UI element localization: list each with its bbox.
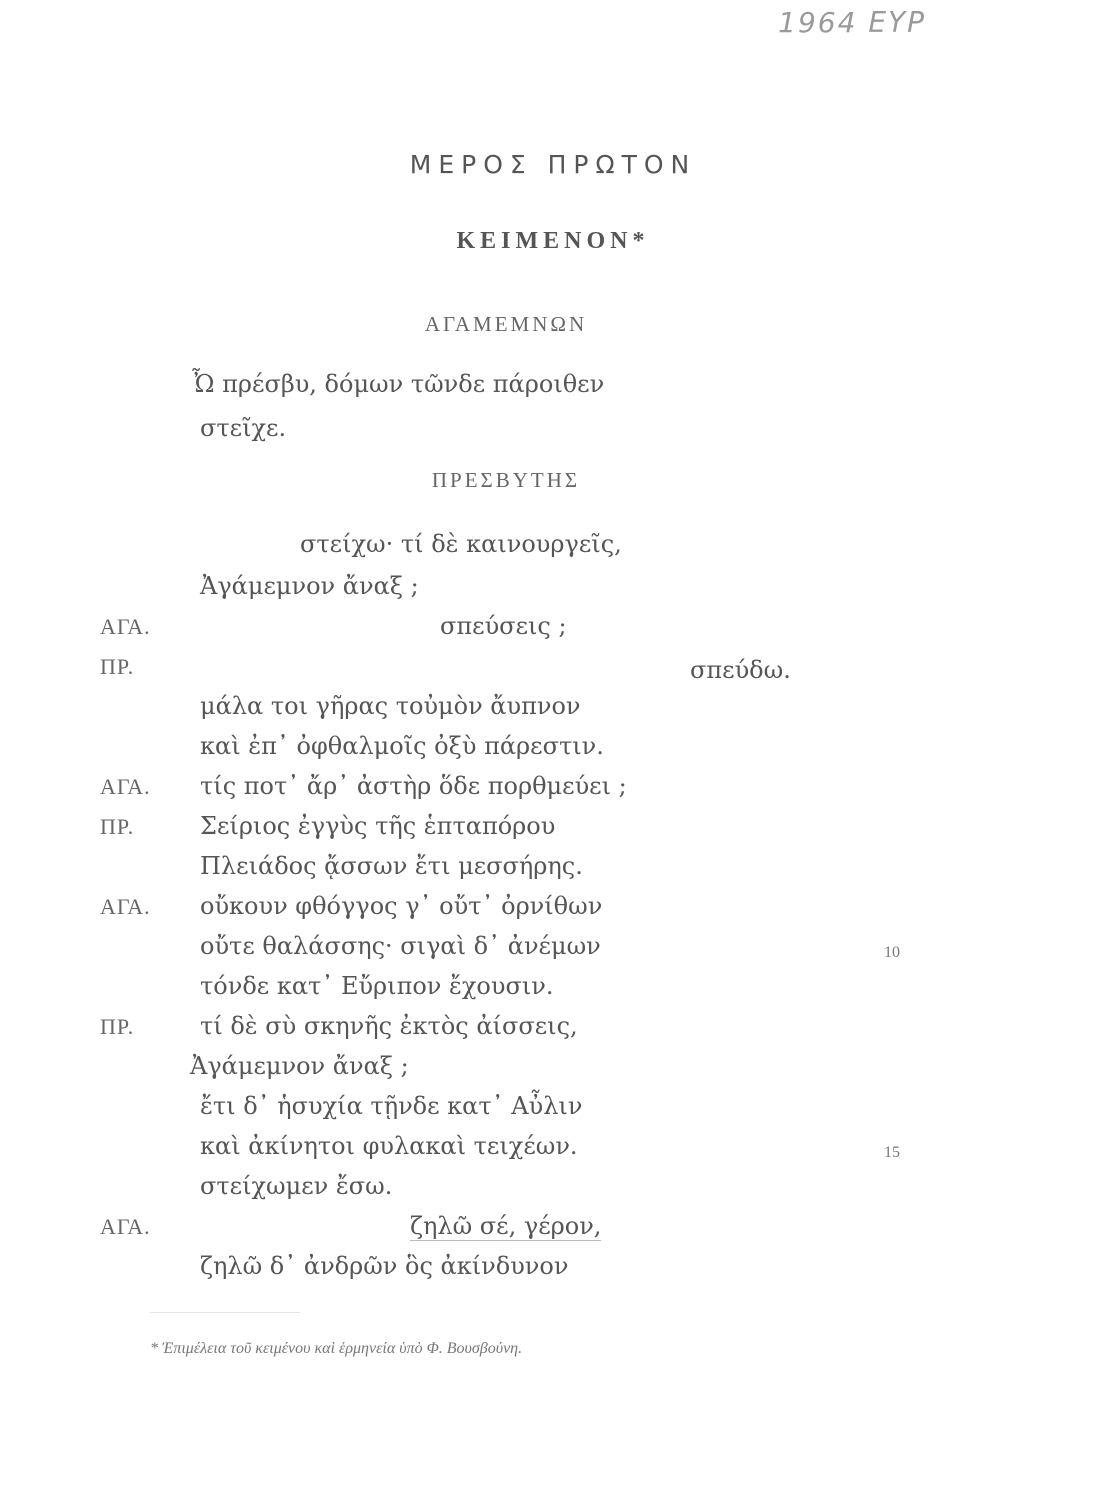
part-title: ΜΕΡΟΣ ΠΡΩΤΟΝ: [409, 150, 697, 179]
verse-line: Ὦ πρέσβυ, δόμων τῶνδε πάροιθεν: [192, 370, 605, 398]
verse-line: Ἀγάμεμνον ἄναξ ;: [200, 572, 419, 600]
verse-line: ἔτι δ᾽ ἡσυχία τῇνδε κατ᾽ Αὖλιν: [200, 1092, 583, 1120]
verse-line: τίς ποτ᾽ ἄρ᾽ ἀστὴρ ὅδε πορθμεύει ;: [200, 772, 627, 800]
verse-line: μάλα τοι γῆρας τοὐμὸν ἄυπνον: [200, 692, 581, 720]
verse-line: τί δὲ σὺ σκηνῆς ἐκτὸς ἀίσσεις,: [200, 1012, 578, 1040]
verse-line: οὔκουν φθόγγος γ᾽ οὔτ᾽ ὀρνίθων: [200, 892, 603, 920]
verse-line: ζηλῶ δ᾽ ἀνδρῶν ὃς ἀκίνδυνον: [200, 1252, 569, 1280]
line-number: 10: [884, 944, 900, 961]
speaker-label: ΑΓΑ.: [100, 614, 151, 639]
verse-line: στεῖχε.: [200, 414, 287, 442]
speaker-label: ΑΓΑ.: [100, 894, 151, 919]
line-number: 15: [884, 1144, 900, 1161]
verse-line: στείχωμεν ἔσω.: [200, 1172, 393, 1200]
footnote: * Ἐπιμέλεια τοῦ κειμένου καὶ ἑρμηνεία ὑπὸ Φ. Βουσβούνη.: [150, 1340, 523, 1357]
speaker-label: ΠΡ.: [100, 654, 135, 679]
footnote-rule: [150, 1312, 300, 1313]
verse-line: Πλειάδος ᾄσσων ἔτι μεσσήρης.: [200, 852, 583, 880]
character-heading-agamemnon: ΑΓΑΜΕΜΝΩΝ: [424, 312, 588, 336]
verse-line: Σείριος ἐγγὺς τῆς ἑπταπόρου: [200, 812, 556, 840]
speaker-label: ΑΓΑ.: [100, 774, 151, 799]
verse-line: σπεύσεις ;: [440, 612, 567, 640]
character-heading-presbytis: ΠΡΕΣΒΥΤΗΣ: [431, 468, 581, 492]
speaker-label: ΠΡ.: [100, 1014, 135, 1039]
verse-line: οὔτε θαλάσσης· σιγαὶ δ᾽ ἀνέμων: [200, 932, 601, 960]
verse-line: Ἀγάμεμνον ἄναξ ;: [190, 1052, 409, 1080]
verse-line: καὶ ἐπ᾽ ὀφθαλμοῖς ὀξὺ πάρεστιν.: [200, 732, 604, 760]
main-title: ΚΕΙΜΕΝΟΝ*: [456, 228, 650, 254]
verse-line: τόνδε κατ᾽ Εὔριπον ἔχουσιν.: [200, 972, 554, 1000]
verse-line: καὶ ἀκίνητοι φυλακαὶ τειχέων.: [200, 1132, 578, 1160]
speaker-label: ΑΓΑ.: [100, 1214, 151, 1239]
verse-line: ζηλῶ σέ, γέρον,: [410, 1212, 602, 1240]
handwritten-note: 1964 ΕΥΡ: [778, 6, 926, 39]
verse-line: σπεύδω.: [690, 656, 791, 684]
verse-line: στείχω· τί δὲ καινουργεῖς,: [300, 530, 622, 558]
speaker-label: ΠΡ.: [100, 814, 135, 839]
